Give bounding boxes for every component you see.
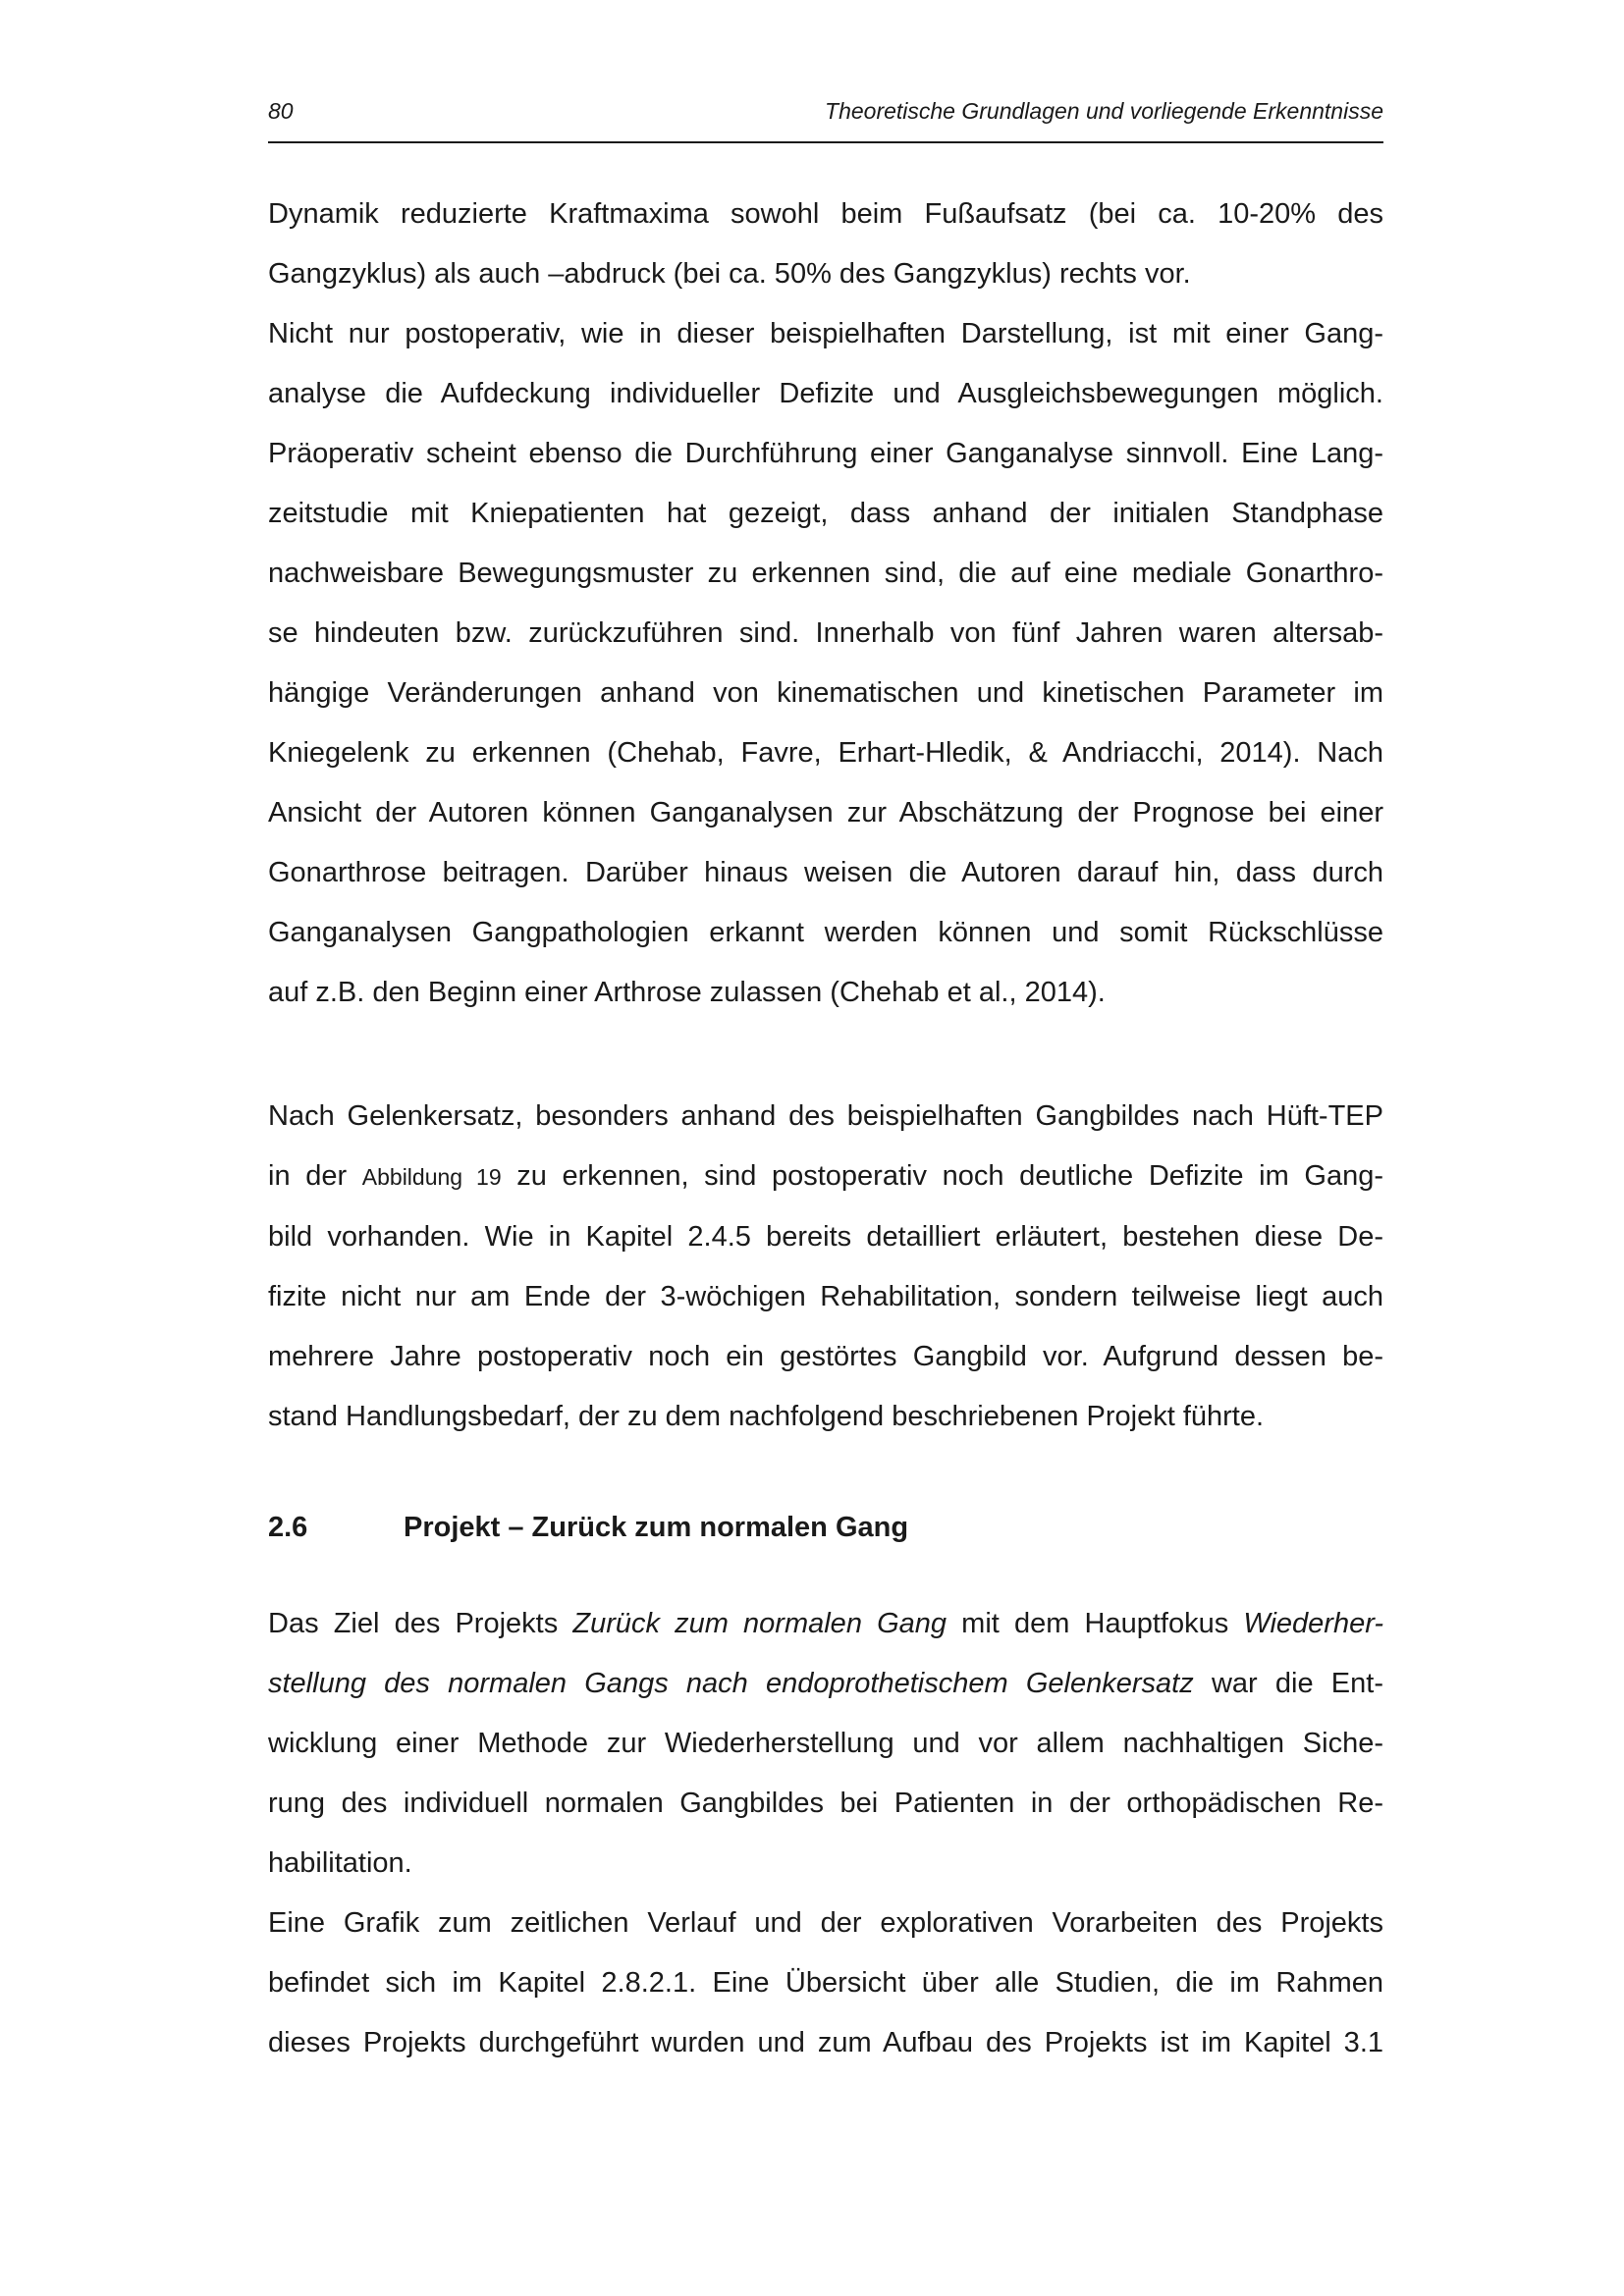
section-title: Projekt – Zurück zum normalen Gang [404,1512,909,1543]
text-line: fizite nicht nur am Ende der 3-wöchigen Rehabilitation, sondern teilweise liegt auch [268,1281,1383,1312]
text-line: Nach Gelenkersatz, besonders anhand des beispielhaften Gangbildes nach Hüft-TEP [268,1100,1383,1132]
text-line: Präoperativ scheint ebenso die Durchführung einer Ganganalyse sinnvoll. Eine Lang- [268,438,1383,469]
body-text-block-3 [268,1594,1383,2073]
text-line: nachweisbare Bewegungsmuster zu erkennen sind, die auf eine mediale Gonarthro- [268,558,1383,589]
body-text-block-2 [268,1087,1383,1447]
text-line: Kniegelenk zu erkennen (Chehab, Favre, Erhart-Hledik, & Andriacchi, 2014). Nach [268,737,1383,769]
text-line: se hindeuten bzw. zurückzuführen sind. Innerhalb von fünf Jahren waren altersab- [268,617,1383,649]
text-line: zeitstudie mit Kniepatienten hat gezeigt, dass anhand der initialen Standphase [268,498,1383,529]
text-line: Eine Grafik zum zeitlichen Verlauf und der explorativen Vorarbeiten des Projekts [268,1907,1383,1939]
text-line: mehrere Jahre postoperativ noch ein gestörtes Gangbild vor. Aufgrund dessen be- [268,1341,1383,1372]
text-line: Nicht nur postoperativ, wie in dieser beispielhaften Darstellung, ist mit einer Gang- [268,318,1383,349]
text-line: Ganganalysen Gangpathologien erkannt werden können und somit Rückschlüsse [268,917,1383,948]
text-line: bild vorhanden. Wie in Kapitel 2.4.5 bereits detailliert erläutert, bestehen diese De- [268,1221,1383,1253]
page-number: 80 [268,98,294,124]
paragraph-continuation [268,185,1383,304]
body-text-block-1 [268,185,1383,1023]
text-line: Gangzyklus) als auch –abdruck (bei ca. 50% des Gangzyklus) rechts vor. [268,258,1191,290]
figure-reference: Abbildung 19 [361,1164,502,1190]
text-line: Dynamik reduzierte Kraftmaxima sowohl beim Fußaufsatz (bei ca. 10-20% des [268,198,1383,230]
section-heading [268,1512,908,1544]
section-number: 2.6 [268,1512,308,1543]
text-line: Ansicht der Autoren können Ganganalysen zur Abschätzung der Prognose bei einer [268,797,1383,828]
project-name: Zurück zum normalen Gang [572,1608,947,1639]
paragraph-gait-analysis [268,304,1383,1023]
running-title: Theoretische Grundlagen und vorliegende Erkenntnisse [825,98,1383,124]
text-line: rung des individuell normalen Gangbildes bei Patienten in der orthopädischen Re- [268,1788,1383,1819]
paragraph-project-overview [268,1894,1383,2073]
project-focus: Wiederher- [1243,1608,1383,1639]
project-focus-cont: stellung des normalen Gangs nach endoprothetischem Gelenkersatz [268,1668,1194,1699]
text-line: befindet sich im Kapitel 2.8.2.1. Eine Übersicht über alle Studien, die im Rahmen [268,1967,1383,1999]
text-line: hängige Veränderungen anhand von kinematischen und kinetischen Parameter im [268,677,1383,709]
text-line: Das Ziel des Projekts Zurück zum normalen Gang mit dem Hauptfokus Wiederher- [268,1608,1383,1639]
text-line: habilitation. [268,1847,412,1879]
text-line: wicklung einer Methode zur Wiederherstellung und vor allem nachhaltigen Siche- [268,1728,1383,1759]
text-line: auf z.B. den Beginn einer Arthrose zulassen (Chehab et al., 2014). [268,977,1106,1008]
text-line: dieses Projekts durchgeführt wurden und zum Aufbau des Projekts ist im Kapitel 3.1 [268,2027,1383,2058]
text-line: stand Handlungsbedarf, der zu dem nachfolgend beschriebenen Projekt führte. [268,1401,1265,1432]
text-line: Gonarthrose beitragen. Darüber hinaus weisen die Autoren darauf hin, dass durch [268,857,1383,888]
page-header [268,98,1383,143]
text-line: stellung des normalen Gangs nach endoprothetischem Gelenkersatz war die Ent- [268,1668,1383,1699]
text-line: analyse die Aufdeckung individueller Defizite und Ausgleichsbewegungen möglich. [268,378,1383,409]
paragraph-joint-replacement [268,1087,1383,1447]
text-line: in der Abbildung 19 zu erkennen, sind postoperativ noch deutliche Defizite im Gang- [268,1160,1383,1192]
paragraph-project-goal [268,1594,1383,1894]
